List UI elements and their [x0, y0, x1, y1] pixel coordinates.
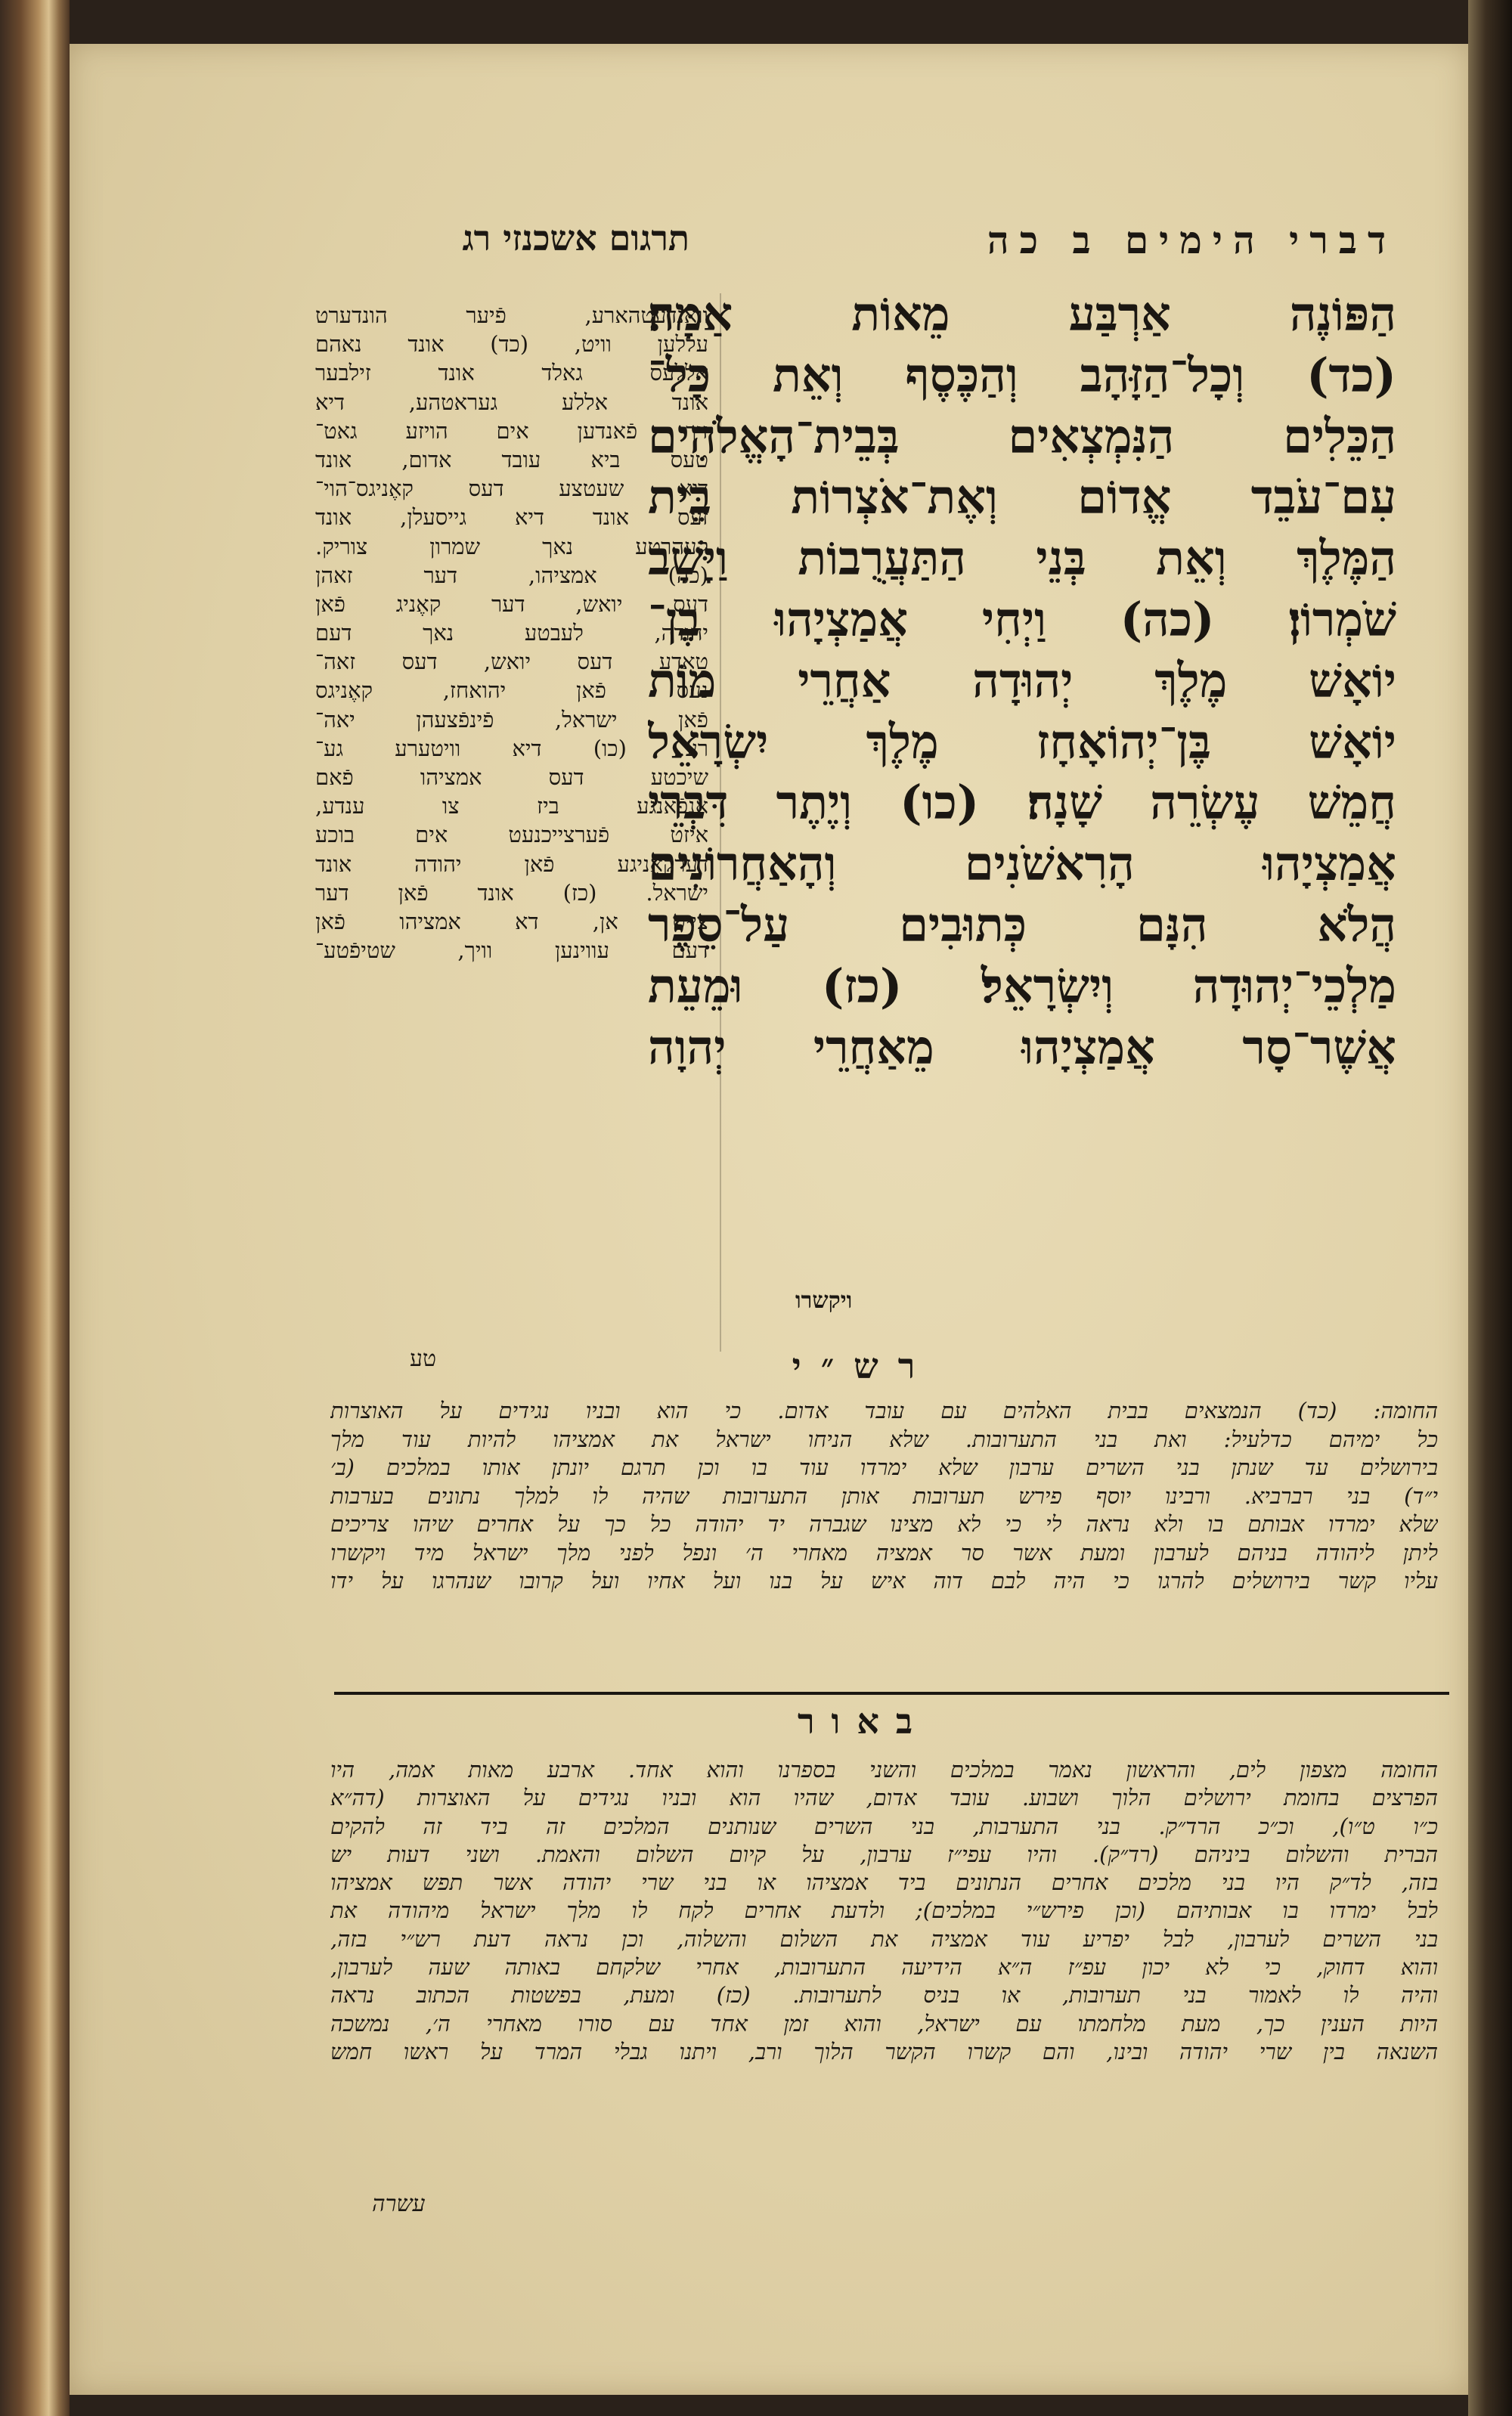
catchword-main: ויקשרו — [795, 1287, 853, 1314]
targum-line: זעס אונד דיא גייסעלן, אונד — [315, 504, 708, 531]
section-divider-rule — [334, 1692, 1449, 1695]
rashi-line: בירושלים עד שנתן בני השרים ערבון שלא ימרדו עוד בו וכן תרגם יונתן אותו במלכים (ב׳ — [330, 1454, 1438, 1480]
biur-line: בני השרים לערבון, לבל יפריע עוד אמציה את השלום והשלוה, וכן נראה דעת רש״י בזה, — [330, 1925, 1438, 1952]
rashi-line: עליו קשר בירושלים להרגו כי היה לבם דוה איש על בנו ועל אחיו ועל קרובו שנהרגו על ידו — [330, 1568, 1438, 1594]
catchword-targum: טע — [410, 1346, 437, 1372]
targum-line: טעס ביא עובד אדום, אונד — [315, 446, 708, 472]
targum-line: יהודה, לעבטע נאך דעם — [315, 620, 708, 646]
targum-running-header: תרגום אשכנזי רג — [462, 218, 689, 259]
rashi-line: י״ד) בני רברביא. ורבינו יוסף פירש תערובות אותן התערובות שהיה לו למלך נתונים בערבות — [330, 1482, 1438, 1509]
biur-line: כ״ו ט״ו), וכ״כ הרד״ק. בני התערבות, בני השרים שנותנים המלכים זה ביד זה להקים — [330, 1813, 1438, 1839]
targum-line: דיא שעטצע דעס קאֶניגס־הוי־ — [315, 475, 708, 502]
targum-line: וואנדעטהארע, פֿיער הונדערט — [315, 302, 708, 328]
targum-line: שיכטע דעס אמציהו פֿאם — [315, 764, 708, 790]
biur-commentary — [330, 1756, 1438, 2066]
main-text-line: הֲלֹא הִנָּם כְּתוּבִים עַל־סֵפֶר — [648, 897, 1396, 952]
main-text-line: עִם־עֹבֵד אֱדוֹם וְאֶת־אֹצְרוֹת בֵּית — [648, 469, 1396, 525]
biur-line: הפרצים בחומת ירושלים הלוך ושבוע. עובד אדום, שהיו הוא ובניו נגידים על האוצרות (דה״א — [330, 1785, 1438, 1811]
main-running-header: דברי הימים ב כה — [987, 218, 1396, 262]
biur-line: השנאה בין שרי יהודה ובינו, והם קשרו הקשר הלוך ורב, ויתנו גבלי המרד על ראשו חמש — [330, 2038, 1438, 2064]
main-text-line: (כד) וְכָל־הַזָּהָב וְהַכֶּסֶף וְאֵת כָּל־ — [648, 347, 1396, 403]
main-text-line: מַלְכֵי־יְהוּדָה וְיִשְׂרָאֵל׃ (כז) וּמֵעֵת — [648, 958, 1396, 1014]
book-spine-left — [0, 0, 70, 2416]
rashi-commentary — [330, 1397, 1438, 1596]
targum-line: זיך פֿאנדען אים הויזע גאט־ — [315, 417, 708, 444]
targum-line: רע. (כו) דיא וויטערע גע־ — [315, 735, 708, 761]
targum-line: פֿאן ישראל, פֿינפֿצעהן יאה־ — [315, 706, 708, 733]
biur-line: והיה לו לאמור בני תערובות, או בניס לתערובות. (כז) ומעת, בפשטות הכתוב נראה — [330, 1982, 1438, 2009]
main-text-line: אֲמַצְיָהוּ הָרִאשֹׁנִים וְהָאַחֲרוֹנִים — [648, 836, 1396, 892]
targum-line: דעם עווינען וויך, שטיפֿטע־ — [315, 937, 708, 964]
targum-line: קעהרטע נאך שמרון צוריק. — [315, 533, 708, 559]
biur-line: והוא דחוק, כי לא יכון עפ״ז ה״א הידיעה התערובות, אחרי שלקחם באותה שעה לערבון, — [330, 1954, 1438, 1981]
targum-line: אללעס גאלד אונד זילבער — [315, 360, 708, 386]
biur-line: החומה מצפון לים, והראשון נאמר במלכים והשני בספרנו והוא אחד. ארבע מאות אמה, היו — [330, 1757, 1438, 1783]
main-text-line: הַפּוֹנֶה אַרְבַּע מֵאוֹת אַמָּה׃ — [648, 287, 1396, 342]
targum-translation-column — [315, 301, 708, 965]
main-text-line: אֲשֶׁר־סָר אֲמַצְיָהוּ מֵאַחֲרֵי יְהוָה — [648, 1019, 1396, 1075]
targum-line: אונד אללע געראטהע, דיא — [315, 389, 708, 415]
targum-line: איזט פֿערצייכנעט אים בוכע — [315, 822, 708, 848]
book-page — [70, 44, 1468, 2395]
rashi-heading: רש״י — [792, 1346, 935, 1386]
book-edge-right — [1468, 0, 1512, 2416]
targum-line: דעס יואש, דער קאֶניג פֿאן — [315, 590, 708, 617]
targum-line: אנפֿאנגע ביז צו ענדע, — [315, 793, 708, 819]
biur-line: הברית והשלום ביניהם (רד״ק). והיו עפי״ז ערבון, על קיום השלום והאמת. ושני דעות יש — [330, 1841, 1438, 1867]
main-text-line: יוֹאָשׁ בֶּן־יְהוֹאָחָז מֶלֶךְ יִשְׂרָאֵל — [648, 714, 1396, 770]
targum-line: טאדע דעס יואש, דעס זאה־ — [315, 649, 708, 675]
targum-line: צייט אן, דא אמציהו פֿאן — [315, 908, 708, 934]
catchword-biur: עשרה — [372, 2191, 426, 2217]
biur-line: בזה, לד״ק היו בני מלכים אחרים הנתונים ביד אמציהו או בני שרי יהודה אשר תפש אמציהו — [330, 1869, 1438, 1896]
targum-line: דערקאֶניגע פֿאן יהודה אונד — [315, 850, 708, 877]
main-text-line: הַכֵּלִים הַנִּמְצְאִים בְּבֵית־הָאֱלֹהִים — [648, 408, 1396, 464]
main-text-line: חֲמֵשׁ עֶשְׂרֵה שָׁנָה׃ (כו) וְיֶתֶר דִּבְרֵי — [648, 775, 1396, 831]
rashi-line: החומה: (כד) הנמצאים בבית האלהים עם עובד אדום. כי הוא ובניו נגידים על האוצרות — [330, 1398, 1438, 1423]
targum-line: נעס פֿאן יהואחז, קאֶניגס — [315, 677, 708, 704]
rashi-line: ליתן ליהודה בניהם לערבון ומעת אשר סר אמציה מאחרי ה׳ ונפל לפני מלך ישראל מיד ויקשרו — [330, 1539, 1438, 1566]
main-text-line: יוֹאָשׁ מֶלֶךְ יְהוּדָה אַחֲרֵי מוֹת — [648, 652, 1396, 708]
biur-line: לבל ימרדו בו אבותיהם (וכן פירש״י במלכים); ולדעת אחרים לקח לו מלך ישראל מיהודה את — [330, 1897, 1438, 1924]
biur-line: היות הענין כך, מעת מלחמתו עם ישראל, והוא זמן אחד עם סורו מאחרי ה׳, נמשכה — [330, 2010, 1438, 2037]
targum-line: עללען וויט, (כד) אונד נאהם — [315, 331, 708, 358]
rashi-line: שלא ימרדו אבותם בו ולא נראה לי כי לא מצינו שגברה יד יהודה כל כך על אחרים שיהו צריכים — [330, 1511, 1438, 1537]
biur-heading: באור — [797, 1701, 930, 1742]
main-text-line: שֹׁמְרוֹן׃ (כה) וַיְחִי אֲמַצְיָהוּ בֶן־ — [648, 591, 1396, 647]
targum-line: (כה) אמציהו, דער זאהן — [315, 562, 708, 588]
main-hebrew-text — [648, 284, 1396, 1078]
main-text-line: הַמֶּלֶךְ וְאֵת בְּנֵי הַתַּעֲרֻבוֹת וַיָּשָׁב — [648, 531, 1396, 587]
targum-line: ישראל. (כז) אונד פֿאן דער — [315, 879, 708, 906]
rashi-line: כל ימיהם כדלעיל: ואת בני התערובות. שלא הניחו ישראל את אמציהו להיות עוד מלך — [330, 1426, 1438, 1452]
